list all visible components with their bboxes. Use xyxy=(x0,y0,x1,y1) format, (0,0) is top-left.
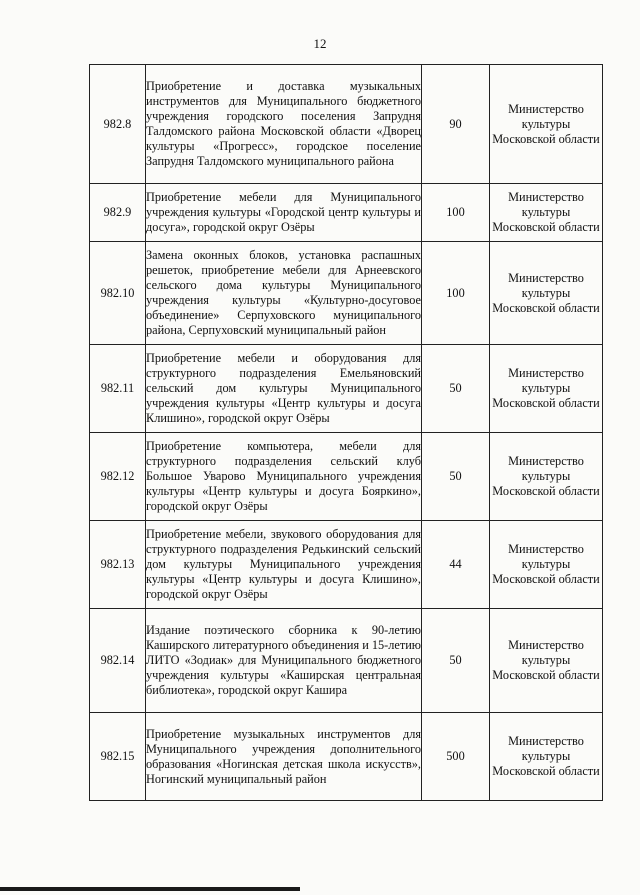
row-number: 982.8 xyxy=(90,65,146,184)
row-description: Приобретение мебели для Муниципального учреждения культуры «Городской центр культуры и досуга», городской округ Озёры xyxy=(146,184,422,242)
row-amount: 100 xyxy=(422,242,490,345)
row-organization: Министерство культуры Московской области xyxy=(490,184,603,242)
page-number: 12 xyxy=(313,36,327,51)
row-number: 982.14 xyxy=(90,609,146,713)
table-row xyxy=(90,433,603,521)
row-organization: Министерство культуры Московской области xyxy=(490,521,603,609)
row-amount: 500 xyxy=(422,713,490,801)
row-number: 982.12 xyxy=(90,433,146,521)
row-number: 982.9 xyxy=(90,184,146,242)
row-amount: 50 xyxy=(422,433,490,521)
row-organization: Министерство культуры Московской области xyxy=(490,65,603,184)
table-row xyxy=(90,345,603,433)
row-amount: 44 xyxy=(422,521,490,609)
table-row xyxy=(90,65,603,184)
row-amount: 50 xyxy=(422,345,490,433)
row-organization: Министерство культуры Московской области xyxy=(490,609,603,713)
table-row xyxy=(90,609,603,713)
row-organization: Министерство культуры Московской области xyxy=(490,242,603,345)
row-organization: Министерство культуры Московской области xyxy=(490,345,603,433)
row-number: 982.11 xyxy=(90,345,146,433)
row-description: Приобретение и доставка музыкальных инструментов для Муниципального бюджетного учреждения городского поселения Запрудня Талдомского района Московской области «Дворец культуры «Прогресс», городское поселение Запрудня Талдомского муниципального района xyxy=(146,65,422,184)
row-description: Приобретение музыкальных инструментов для Муниципального учреждения дополнительного образования «Ногинская детская школа искусств», Ногинский муниципальный район xyxy=(146,713,422,801)
row-amount: 90 xyxy=(422,65,490,184)
table-row xyxy=(90,521,603,609)
row-description: Приобретение мебели, звукового оборудования для структурного подразделения Редькинский сельский дом культуры Муниципального учреждения культуры «Центр культуры и досуга Клишино», городской округ Озёры xyxy=(146,521,422,609)
table-row xyxy=(90,242,603,345)
row-description: Приобретение мебели и оборудования для структурного подразделения Емельяновский сельский дом культуры Муниципального учреждения культуры «Центр культуры и досуга Клишино», городской округ Озёры xyxy=(146,345,422,433)
row-description: Приобретение компьютера, мебели для структурного подразделения сельский клуб Большое Уварово Муниципального учреждения культуры «Центр культуры и досуга Бояркино», городской округ Озёры xyxy=(146,433,422,521)
row-amount: 100 xyxy=(422,184,490,242)
row-organization: Министерство культуры Московской области xyxy=(490,713,603,801)
row-amount: 50 xyxy=(422,609,490,713)
scan-edge-bar xyxy=(0,887,300,891)
row-description: Издание поэтического сборника к 90-летию Каширского литературного объединения и 15-летию ЛИТО «Зодиак» для Муниципального бюджетного учреждения культуры «Каширская центральная библиотека», городской округ Кашира xyxy=(146,609,422,713)
row-number: 982.13 xyxy=(90,521,146,609)
appropriations-table xyxy=(89,64,603,801)
row-description: Замена оконных блоков, установка распашных решеток, приобретение мебели для Арнеевского сельского дома культуры Муниципального учреждения культуры «Культурно-досуговое объединение» Серпуховского муниципального района, Серпуховский муниципальный район xyxy=(146,242,422,345)
row-organization: Министерство культуры Московской области xyxy=(490,433,603,521)
row-number: 982.15 xyxy=(90,713,146,801)
table-row xyxy=(90,713,603,801)
row-number: 982.10 xyxy=(90,242,146,345)
table-row xyxy=(90,184,603,242)
